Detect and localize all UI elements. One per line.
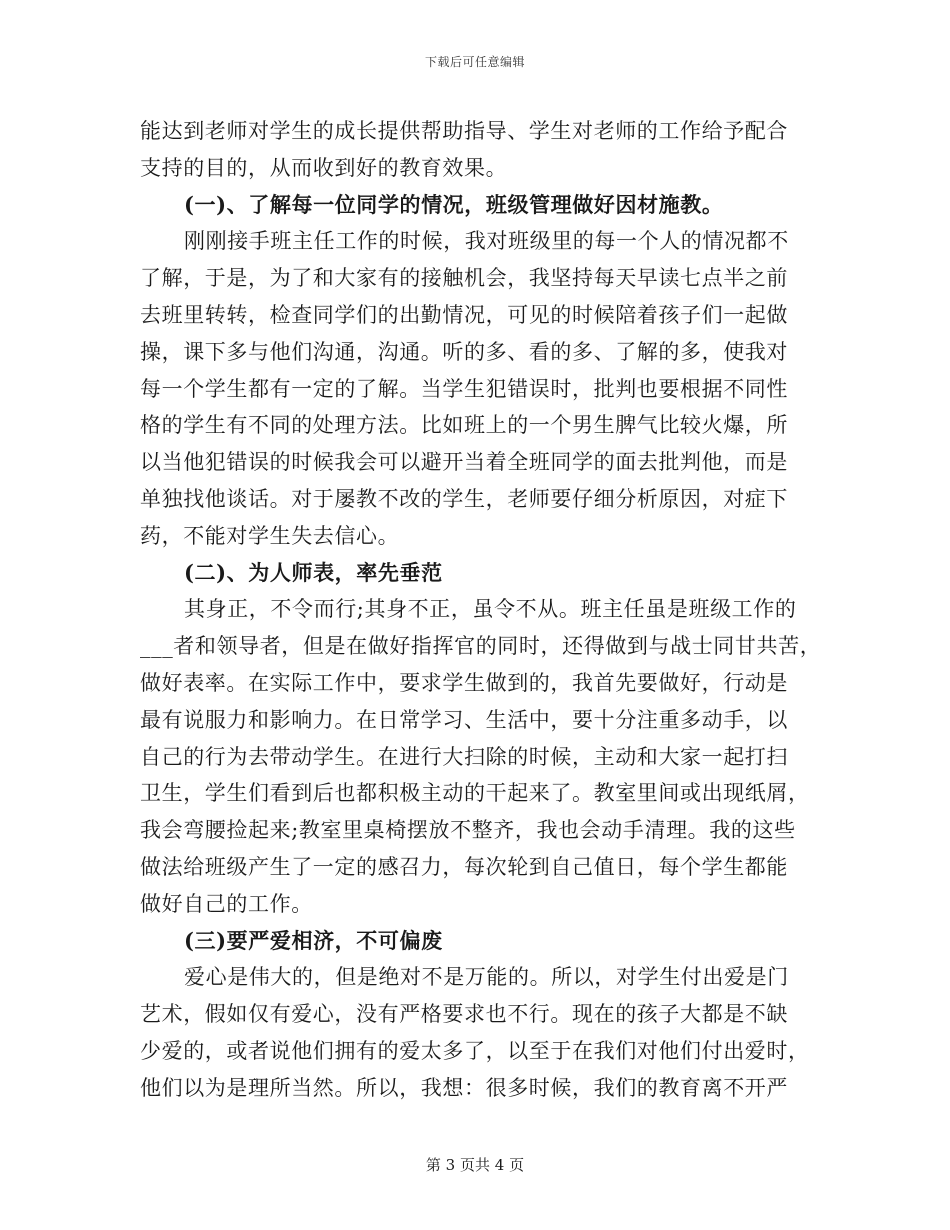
body-text-line: 卫生，学生们看到后也都积极主动的干起来了。教室里间或出现纸屑， <box>140 781 810 806</box>
section-heading: (二)、为人师表，率先垂范 <box>184 559 443 585</box>
body-text-line: 艺术，假如仅有爱心，没有严格要求也不行。现在的孩子大都是不缺 <box>140 1002 788 1027</box>
body-text-line: 操，课下多与他们沟通，沟通。听的多、看的多、了解的多，使我对 <box>140 339 788 364</box>
body-text-line: 刚刚接手班主任工作的时候，我对班级里的每一个人的情况都不 <box>184 229 789 254</box>
section-heading: (一)、了解每一位同学的情况，班级管理做好因材施教。 <box>184 191 724 217</box>
body-text-line: 他们以为是理所当然。所以，我想：很多时候，我们的教育离不开严 <box>140 1075 788 1100</box>
body-text-line: 格的学生有不同的处理方法。比如班上的一个男生脾气比较火爆，所 <box>140 413 788 438</box>
body-text-line: 爱心是伟大的，但是绝对不是万能的。所以，对学生付出爱是门 <box>184 965 789 990</box>
body-text-line: 支持的目的，从而收到好的教育效果。 <box>140 155 508 180</box>
body-text-line: 做好表率。在实际工作中，要求学生做到的，我首先要做好，行动是 <box>140 670 788 695</box>
body-text-line: 单独找他谈话。对于屡教不改的学生，老师要仔细分析原因，对症下 <box>140 486 788 511</box>
body-text-line: 能达到老师对学生的成长提供帮助指导、学生对老师的工作给予配合 <box>140 119 788 143</box>
body-text-line: 每一个学生都有一定的了解。当学生犯错误时，批判也要根据不同性 <box>140 376 788 401</box>
section-heading: (三)要严爱相济，不可偏废 <box>184 927 443 953</box>
document-body <box>140 113 830 1107</box>
body-text-line: 去班里转转，检查同学们的出勤情况，可见的时候陪着孩子们一起做 <box>140 302 788 327</box>
page-number: 第 3 页共 4 页 <box>425 1156 525 1174</box>
body-text-line: 药，不能对学生失去信心。 <box>140 523 400 548</box>
body-text-line: 以当他犯错误的时候我会可以避开当着全班同学的面去批判他，而是 <box>140 450 788 475</box>
body-text-line: ___者和领导者，但是在做好指挥官的同时，还得做到与战士同甘共苦， <box>140 634 822 659</box>
body-text-line: 做法给班级产生了一定的感召力，每次轮到自己值日，每个学生都能 <box>140 854 788 879</box>
body-text-line: 其身正，不令而行;其身不正，虽令不从。班主任虽是班级工作的 <box>184 597 797 622</box>
body-text-line: 自己的行为去带动学生。在进行大扫除的时候，主动和大家一起打扫 <box>140 744 788 769</box>
body-text-line: 最有说服力和影响力。在日常学习、生活中，要十分注重多动手，以 <box>140 707 788 732</box>
page-header: 下载后可任意编辑 <box>424 55 525 69</box>
body-text-line: 少爱的，或者说他们拥有的爱太多了，以至于在我们对他们付出爱时， <box>140 1038 810 1063</box>
body-text-line: 了解，于是，为了和大家有的接触机会，我坚持每天早读七点半之前 <box>140 266 788 291</box>
body-text-line: 我会弯腰捡起来;教室里桌椅摆放不整齐，我也会动手清理。我的这些 <box>140 818 796 843</box>
body-text-line: 做好自己的工作。 <box>140 891 313 916</box>
